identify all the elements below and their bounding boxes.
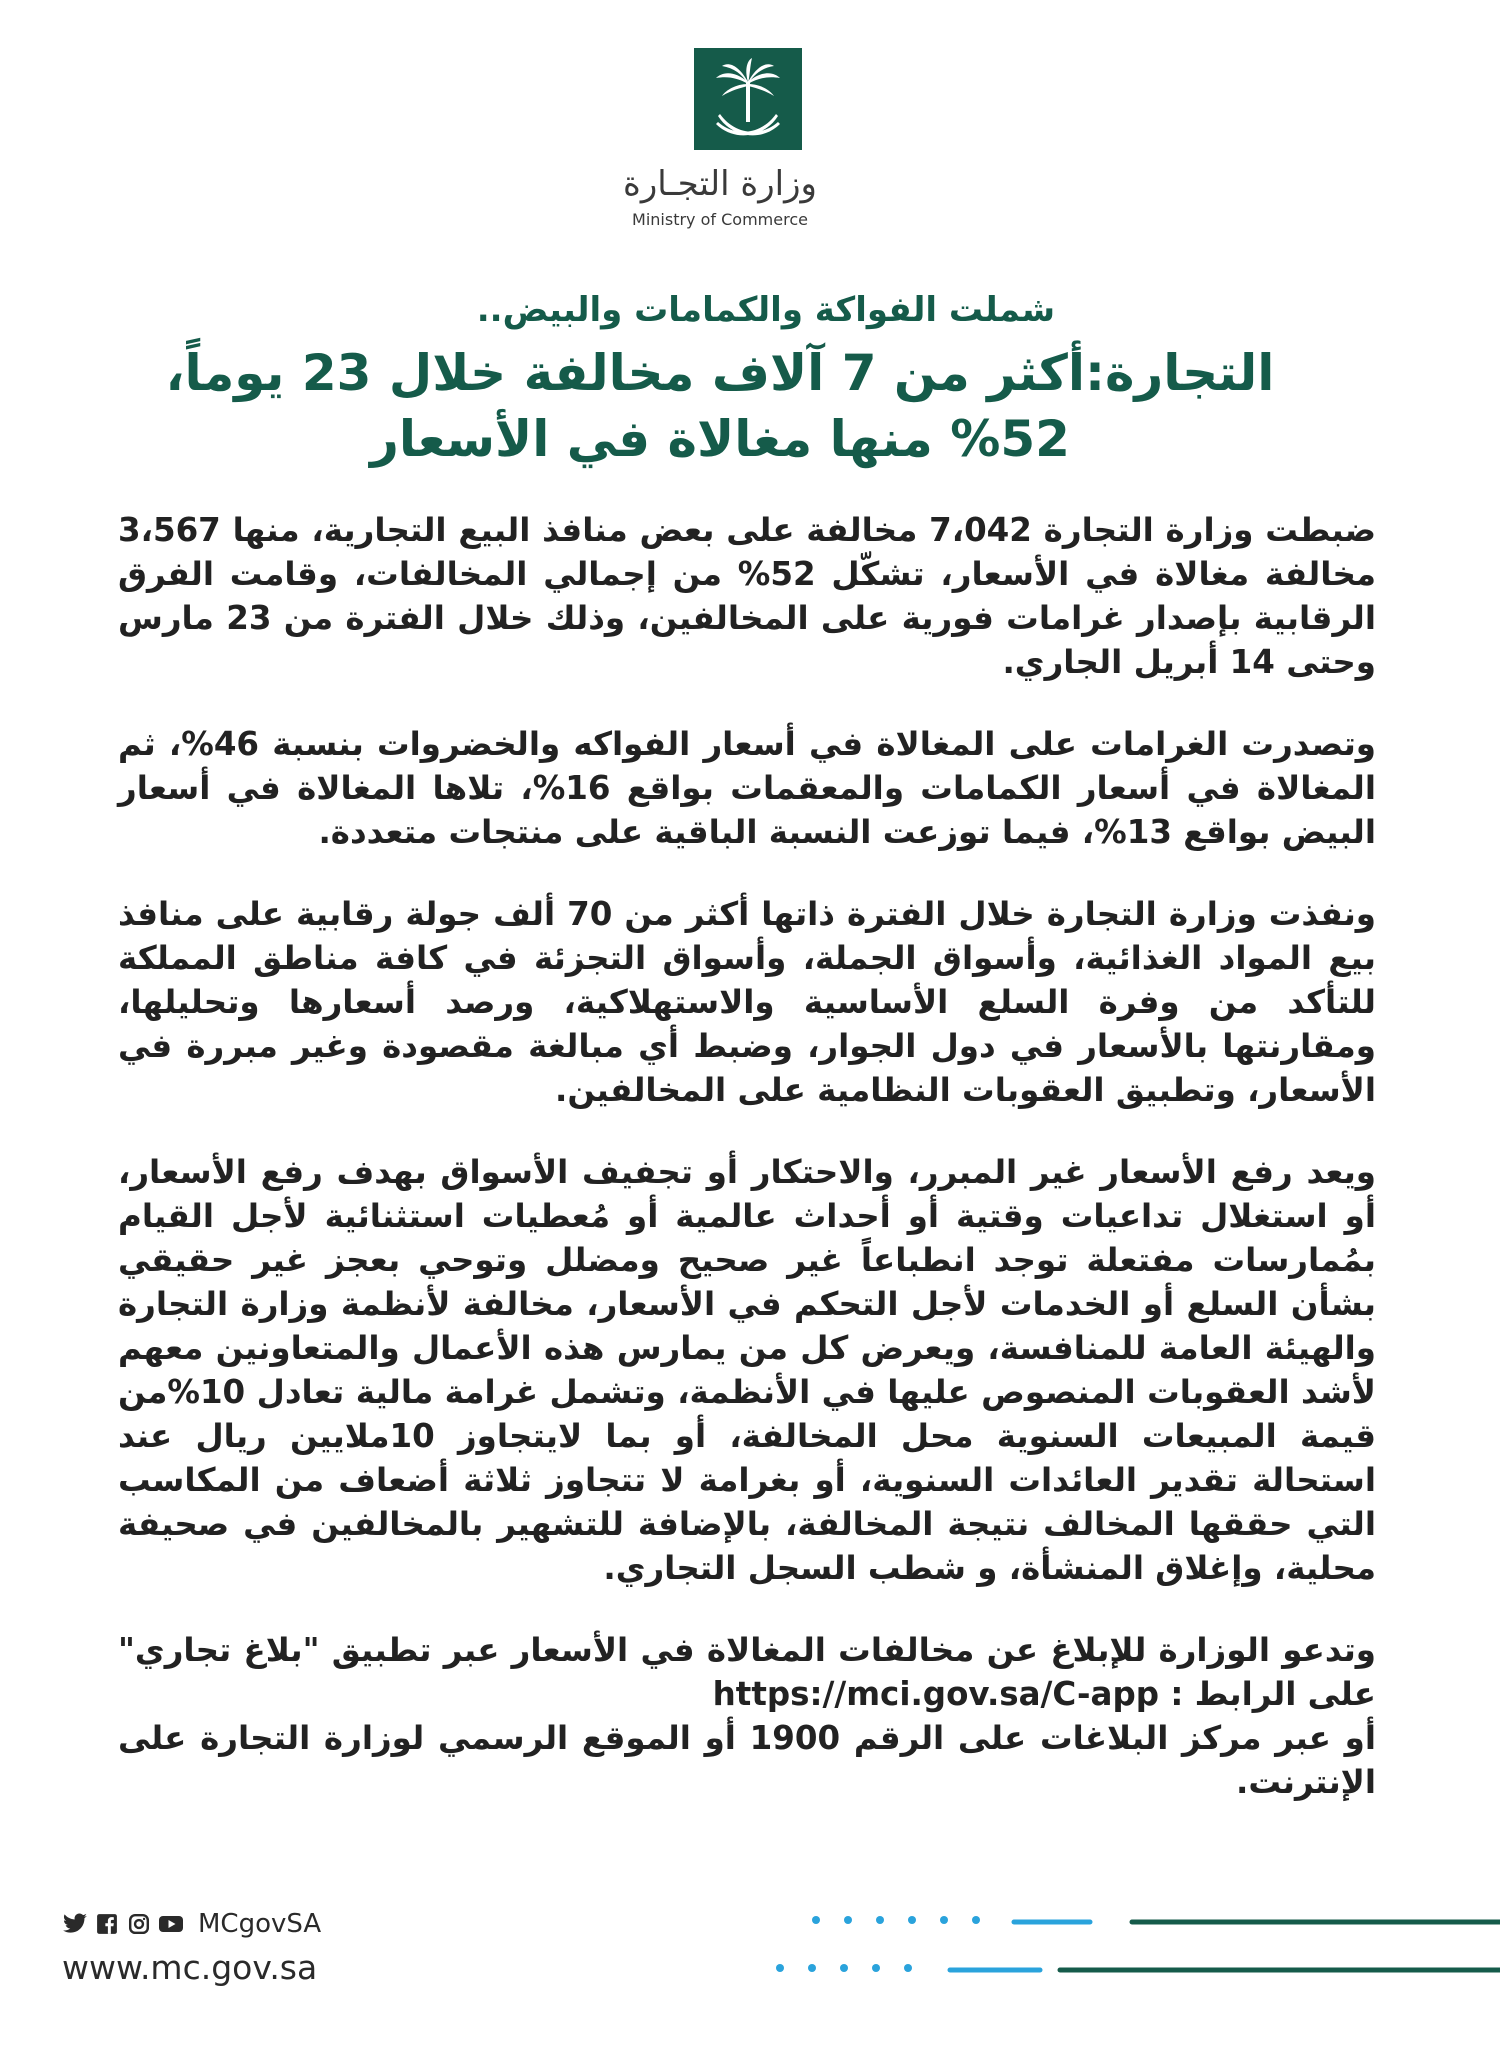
instagram-icon[interactable] [126,1913,152,1935]
page-title: التجارة:أكثر من 7 آلاف مخالفة خلال 23 يوماً، 52% منها مغالاة في الأسعار [165,344,1275,468]
report-app-link[interactable]: https://mci.gov.sa/C-app [712,1675,1159,1713]
social-bar [62,1906,321,1942]
article-body [118,508,1376,1804]
ministry-name-arabic: وزارة التجـارة [623,164,817,204]
ministry-name-english: Ministry of Commerce [632,210,808,229]
paragraph: وتصدرت الغرامات على المغالاة في أسعار الفواكه والخضروات بنسبة 46%، ثم المغالاة في أسعار الكمامات والمعقمات بواقع 16%، تلاها المغالاة في أسعار البيض بواقع 13%، فيما توزعت النسبة الباقية على منتجات متعددة. [118,725,1376,851]
closing-paragraph [118,1628,1376,1716]
facebook-icon[interactable] [94,1913,120,1935]
paragraph: ونفذت وزارة التجارة خلال الفترة ذاتها أكثر من 70 ألف جولة رقابية على منافذ بيع المواد الغذائية، وأسواق الجملة، وأسواق التجزئة في كافة مناطق المملكة للتأكد من وفرة السلع الأساسية والاستهلاكية، ورصد أسعارها وتحليلها، ومقارنتها بالأسعار في دول الجوار، وضبط أي مبالغة مقصودة وغير مبررة في الأسعار، وتطبيق العقوبات النظامية على المخالفين. [118,895,1377,1109]
ministry-emblem [694,48,802,150]
twitter-icon[interactable] [62,1913,88,1935]
closing-text: وتدعو الوزارة للإبلاغ عن مخالفات المغالاة في الأسعار عبر تطبيق "بلاغ تجاري" على الرابط : [118,1631,1376,1713]
footer-decoration [760,1900,1500,2020]
palm-swords-icon [694,48,802,150]
paragraph: ضبطت وزارة التجارة 7،042 مخالفة على بعض منافذ البيع التجارية، منها 3،567 مخالفة مغالاة في الأسعار، تشكّل 52% من إجمالي المخالفات، وقامت الفرق الرقابية بإصدار غرامات فورية على المخالفين، وذلك خلال الفترة من 23 مارس وحتى 14 أبريل الجاري. [118,511,1377,681]
subtitle: شملت الفواكة والكمامات والبيض.. [476,290,1055,330]
paragraph: ويعد رفع الأسعار غير المبرر، والاحتكار أو تجفيف الأسواق بهدف رفع الأسعار، أو استغلال تداعيات وقتية أو أحداث عالمية أو مُعطيات استثنائية لأجل القيام بمُمارسات مفتعلة توجد انطباعاً غير صحيح ومضلل وتوحي بعجز غير حقيقي بشأن السلع أو الخدمات لأجل التحكم في الأسعار، مخالفة لأنظمة وزارة التجارة والهيئة العامة للمنافسة، ويعرض كل من يمارس هذه الأعمال والمتعاونين معهم لأشد العقوبات المنصوص عليها في الأنظمة، وتشمل غرامة مالية تعادل 10%من قيمة المبيعات السنوية محل المخالفة، أو بما لايتجاوز 10ملايين ريال عند استحالة تقدير العائدات السنوية، أو بغرامة لا تتجاوز ثلاثة أضعاف من المكاسب التي حققها المخالف نتيجة المخالفة، بالإضافة للتشهير بالمخالفين في صحيفة محلية، وإغلاق المنشأة، و شطب السجل التجاري. [118,1153,1376,1587]
social-handle[interactable]: MCgovSA [198,1909,322,1939]
website-url[interactable]: www.mc.gov.sa [62,1948,318,1987]
youtube-icon[interactable] [158,1913,184,1935]
closing-line-2: أو عبر مركز البلاغات على الرقم 1900 أو الموقع الرسمي لوزارة التجارة على الإنترنت. [118,1719,1376,1801]
